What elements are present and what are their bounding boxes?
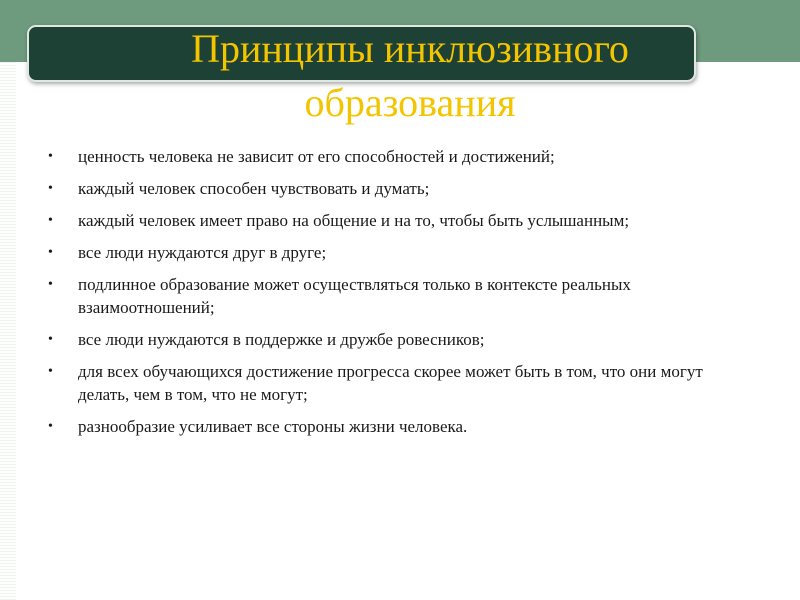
list-item bbox=[48, 360, 748, 406]
bullet-icon: • bbox=[48, 213, 53, 228]
list-item-text: для всех обучающихся достижение прогресса скорее может быть в том, что они могут делать, чем в том, что не могут; bbox=[78, 362, 703, 404]
list-item-text: каждый человек способен чувствовать и думать; bbox=[78, 179, 430, 198]
list-item bbox=[48, 273, 748, 319]
list-item-text: разнообразие усиливает все стороны жизни человека. bbox=[78, 417, 468, 436]
list-item bbox=[48, 241, 748, 264]
list-item bbox=[48, 328, 748, 351]
slide-title-line-2: образования bbox=[304, 80, 516, 125]
list-item-text: подлинное образование может осуществляться только в контексте реальных взаимоотношений; bbox=[78, 275, 631, 317]
list-item bbox=[48, 145, 748, 168]
bullet-icon: • bbox=[48, 245, 53, 260]
bullet-icon: • bbox=[48, 149, 53, 164]
list-item-text: все люди нуждаются друг в друге; bbox=[78, 243, 327, 262]
left-stripe-decoration bbox=[0, 62, 16, 600]
bullet-icon: • bbox=[48, 419, 53, 434]
bullet-icon: • bbox=[48, 332, 53, 347]
list-item bbox=[48, 209, 748, 232]
list-item bbox=[48, 177, 748, 200]
bullet-icon: • bbox=[48, 181, 53, 196]
slide-title-line-1: Принципы инклюзивного bbox=[191, 26, 629, 71]
principles-list bbox=[48, 145, 748, 447]
list-item-text: все люди нуждаются в поддержке и дружбе ровесников; bbox=[78, 330, 485, 349]
list-item-text: ценность человека не зависит от его способностей и достижений; bbox=[78, 147, 555, 166]
list-item bbox=[48, 415, 748, 438]
bullet-icon: • bbox=[48, 364, 53, 379]
slide-title bbox=[40, 22, 780, 130]
list-item-text: каждый человек имеет право на общение и на то, чтобы быть услышанным; bbox=[78, 211, 630, 230]
bullet-icon: • bbox=[48, 277, 53, 292]
